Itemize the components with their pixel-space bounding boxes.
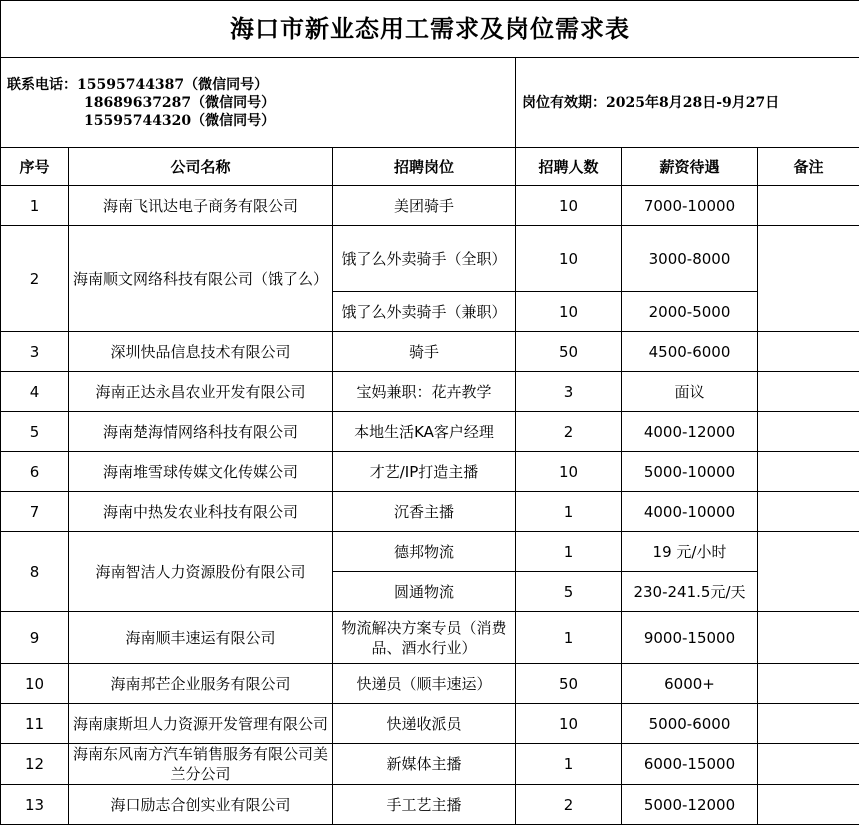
headcount: 3	[516, 372, 622, 412]
company-name: 海南智洁人力资源股份有限公司	[69, 532, 333, 612]
contact-line-2	[7, 94, 509, 112]
salary: 230-241.5元/天	[622, 572, 758, 612]
table-row	[1, 186, 859, 226]
company-name: 海南楚海情网络科技有限公司	[69, 412, 333, 452]
table-row	[1, 532, 859, 572]
company-name: 海南中热发农业科技有限公司	[69, 492, 333, 532]
remarks	[758, 664, 859, 704]
position-title: 沉香主播	[333, 492, 516, 532]
row-number: 2	[1, 226, 69, 332]
salary: 4500-6000	[622, 332, 758, 372]
remarks	[758, 332, 859, 372]
company-name: 海口励志合创实业有限公司	[69, 785, 333, 825]
company-name: 海南堆雪球传媒文化传媒公司	[69, 452, 333, 492]
header-position: 招聘岗位	[333, 148, 516, 186]
header-no: 序号	[1, 148, 69, 186]
remarks	[758, 226, 859, 332]
header-remarks: 备注	[758, 148, 859, 186]
row-number: 8	[1, 532, 69, 612]
row-number: 6	[1, 452, 69, 492]
table-row	[1, 226, 859, 292]
headcount: 5	[516, 572, 622, 612]
remarks	[758, 372, 859, 412]
headcount: 10	[516, 452, 622, 492]
salary: 5000-6000	[622, 704, 758, 744]
company-name: 海南邦芒企业服务有限公司	[69, 664, 333, 704]
headcount: 10	[516, 226, 622, 292]
position-title: 物流解决方案专员（消费品、酒水行业）	[333, 612, 516, 664]
remarks	[758, 452, 859, 492]
company-name: 深圳快品信息技术有限公司	[69, 332, 333, 372]
salary: 6000+	[622, 664, 758, 704]
header-salary: 薪资待遇	[622, 148, 758, 186]
headcount: 10	[516, 704, 622, 744]
row-number: 7	[1, 492, 69, 532]
company-name: 海南飞讯达电子商务有限公司	[69, 186, 333, 226]
table-row	[1, 492, 859, 532]
salary: 9000-15000	[622, 612, 758, 664]
contact-line-1	[7, 76, 509, 94]
position-title: 才艺/IP打造主播	[333, 452, 516, 492]
row-number: 5	[1, 412, 69, 452]
position-title: 手工艺主播	[333, 785, 516, 825]
table-row	[1, 664, 859, 704]
contact-label: 联系电话：	[7, 77, 77, 93]
remarks	[758, 492, 859, 532]
row-number: 9	[1, 612, 69, 664]
position-title: 饿了么外卖骑手（全职）	[333, 226, 516, 292]
remarks	[758, 785, 859, 825]
remarks	[758, 186, 859, 226]
table-row	[1, 744, 859, 785]
position-title: 快递收派员	[333, 704, 516, 744]
headcount: 2	[516, 785, 622, 825]
headcount: 50	[516, 664, 622, 704]
table-row	[1, 452, 859, 492]
remarks	[758, 532, 859, 612]
position-title: 德邦物流	[333, 532, 516, 572]
position-title: 骑手	[333, 332, 516, 372]
company-name: 海南顺文网络科技有限公司（饿了么）	[69, 226, 333, 332]
header-company: 公司名称	[69, 148, 333, 186]
row-number: 13	[1, 785, 69, 825]
salary: 3000-8000	[622, 226, 758, 292]
remarks	[758, 744, 859, 785]
headcount: 1	[516, 532, 622, 572]
contact-info	[1, 58, 516, 148]
row-number: 10	[1, 664, 69, 704]
position-title: 美团骑手	[333, 186, 516, 226]
salary: 4000-10000	[622, 492, 758, 532]
company-name: 海南顺丰速运有限公司	[69, 612, 333, 664]
table-row	[1, 372, 859, 412]
headcount: 1	[516, 612, 622, 664]
company-name: 海南康斯坦人力资源开发管理有限公司	[69, 704, 333, 744]
row-number: 12	[1, 744, 69, 785]
position-title: 本地生活KA客户经理	[333, 412, 516, 452]
header-row	[1, 148, 859, 186]
salary: 5000-12000	[622, 785, 758, 825]
validity-period: 岗位有效期：2025年8月28日-9月27日	[516, 58, 859, 148]
position-title: 饿了么外卖骑手（兼职）	[333, 292, 516, 332]
salary: 5000-10000	[622, 452, 758, 492]
headcount: 10	[516, 292, 622, 332]
position-title: 新媒体主播	[333, 744, 516, 785]
contact-line-3	[7, 112, 509, 130]
page-title: 海口市新业态用工需求及岗位需求表	[1, 1, 859, 58]
row-number: 4	[1, 372, 69, 412]
headcount: 10	[516, 186, 622, 226]
salary: 19 元/小时	[622, 532, 758, 572]
contact-phone-3: 15595744320（微信同号）	[84, 113, 275, 129]
headcount: 1	[516, 492, 622, 532]
company-name: 海南东风南方汽车销售服务有限公司美兰分公司	[69, 744, 333, 785]
position-title: 圆通物流	[333, 572, 516, 612]
table-row	[1, 612, 859, 664]
company-name: 海南正达永昌农业开发有限公司	[69, 372, 333, 412]
remarks	[758, 412, 859, 452]
remarks	[758, 612, 859, 664]
position-title: 快递员（顺丰速运）	[333, 664, 516, 704]
table-row	[1, 785, 859, 825]
row-number: 1	[1, 186, 69, 226]
remarks	[758, 704, 859, 744]
contact-phone-1: 15595744387（微信同号）	[77, 77, 268, 93]
headcount: 2	[516, 412, 622, 452]
row-number: 3	[1, 332, 69, 372]
header-count: 招聘人数	[516, 148, 622, 186]
salary: 4000-12000	[622, 412, 758, 452]
table-row	[1, 412, 859, 452]
table-row	[1, 704, 859, 744]
row-number: 11	[1, 704, 69, 744]
table-row	[1, 332, 859, 372]
contact-phone-2: 18689637287（微信同号）	[84, 95, 275, 111]
salary: 7000-10000	[622, 186, 758, 226]
headcount: 50	[516, 332, 622, 372]
position-title: 宝妈兼职：花卉教学	[333, 372, 516, 412]
salary: 2000-5000	[622, 292, 758, 332]
salary: 面议	[622, 372, 758, 412]
headcount: 1	[516, 744, 622, 785]
salary: 6000-15000	[622, 744, 758, 785]
